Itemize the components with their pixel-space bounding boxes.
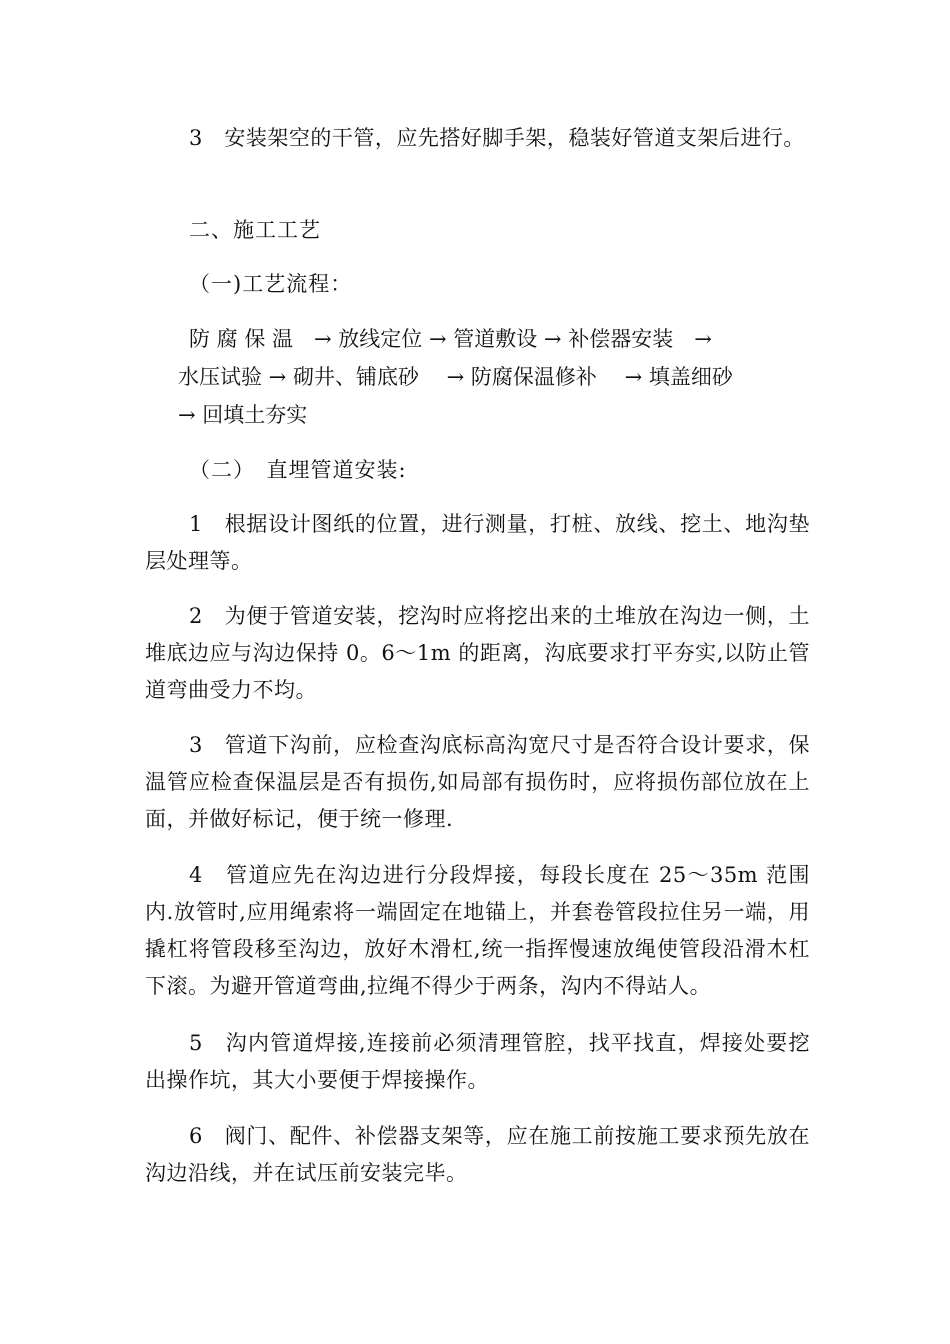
process-flow-line-3: → 回填土夯实 xyxy=(178,403,308,427)
paragraph-item-2: 2 为便于管道安装，挖沟时应将挖出来的土堆放在沟边一侧，土堆底边应与沟边保持 0。6～1m 的距离，沟底要求打平夯实,以防止管道弯曲受力不均。 xyxy=(145,604,810,702)
subsection-title-direct-burial: （二） 直埋管道安装: xyxy=(189,458,407,482)
process-flow-line-2: 水压试验 → 砌井、铺底砂 → 防腐保温修补 → 填盖细砂 xyxy=(178,365,733,389)
paragraph-item-1: 1 根据设计图纸的位置，进行测量，打桩、放线、挖土、地沟垫层处理等。 xyxy=(145,512,810,573)
paragraph-item-5: 5 沟内管道焊接,连接前必须清理管腔，找平找直，焊接处要挖出操作坑，其大小要便于焊接操作。 xyxy=(145,1031,810,1092)
subsection-title-process-flow: （一)工艺流程： xyxy=(189,272,353,296)
process-flow-line-1: 防 腐 保 温 → 放线定位 → 管道敷设 → 补偿器安装 → xyxy=(189,327,712,351)
paragraph-item-3: 3 管道下沟前，应检查沟底标高沟宽尺寸是否符合设计要求，保温管应检查保温层是否有损伤,如局部有损伤时，应将损伤部位放在上面，并做好标记，便于统一修理. xyxy=(145,733,810,831)
section-title: 二、施工工艺 xyxy=(189,218,321,242)
paragraph-item-6: 6 阀门、配件、补偿器支架等，应在施工前按施工要求预先放在沟边沿线，并在试压前安装完毕。 xyxy=(145,1124,810,1185)
paragraph-intro: 3 安装架空的干管，应先搭好脚手架，稳装好管道支架后进行。 xyxy=(189,126,805,150)
paragraph-item-4: 4 管道应先在沟边进行分段焊接，每段长度在 25～35m 范围内.放管时,应用绳索将一端固定在地锚上，并套卷管段拉住另一端，用撬杠将管段移至沟边，放好木滑杠,统一指挥慢速放绳使管段沿滑木杠下滚。为避开管道弯曲,拉绳不得少于两条，沟内不得站人。 xyxy=(145,863,810,998)
process-flow xyxy=(178,320,810,434)
